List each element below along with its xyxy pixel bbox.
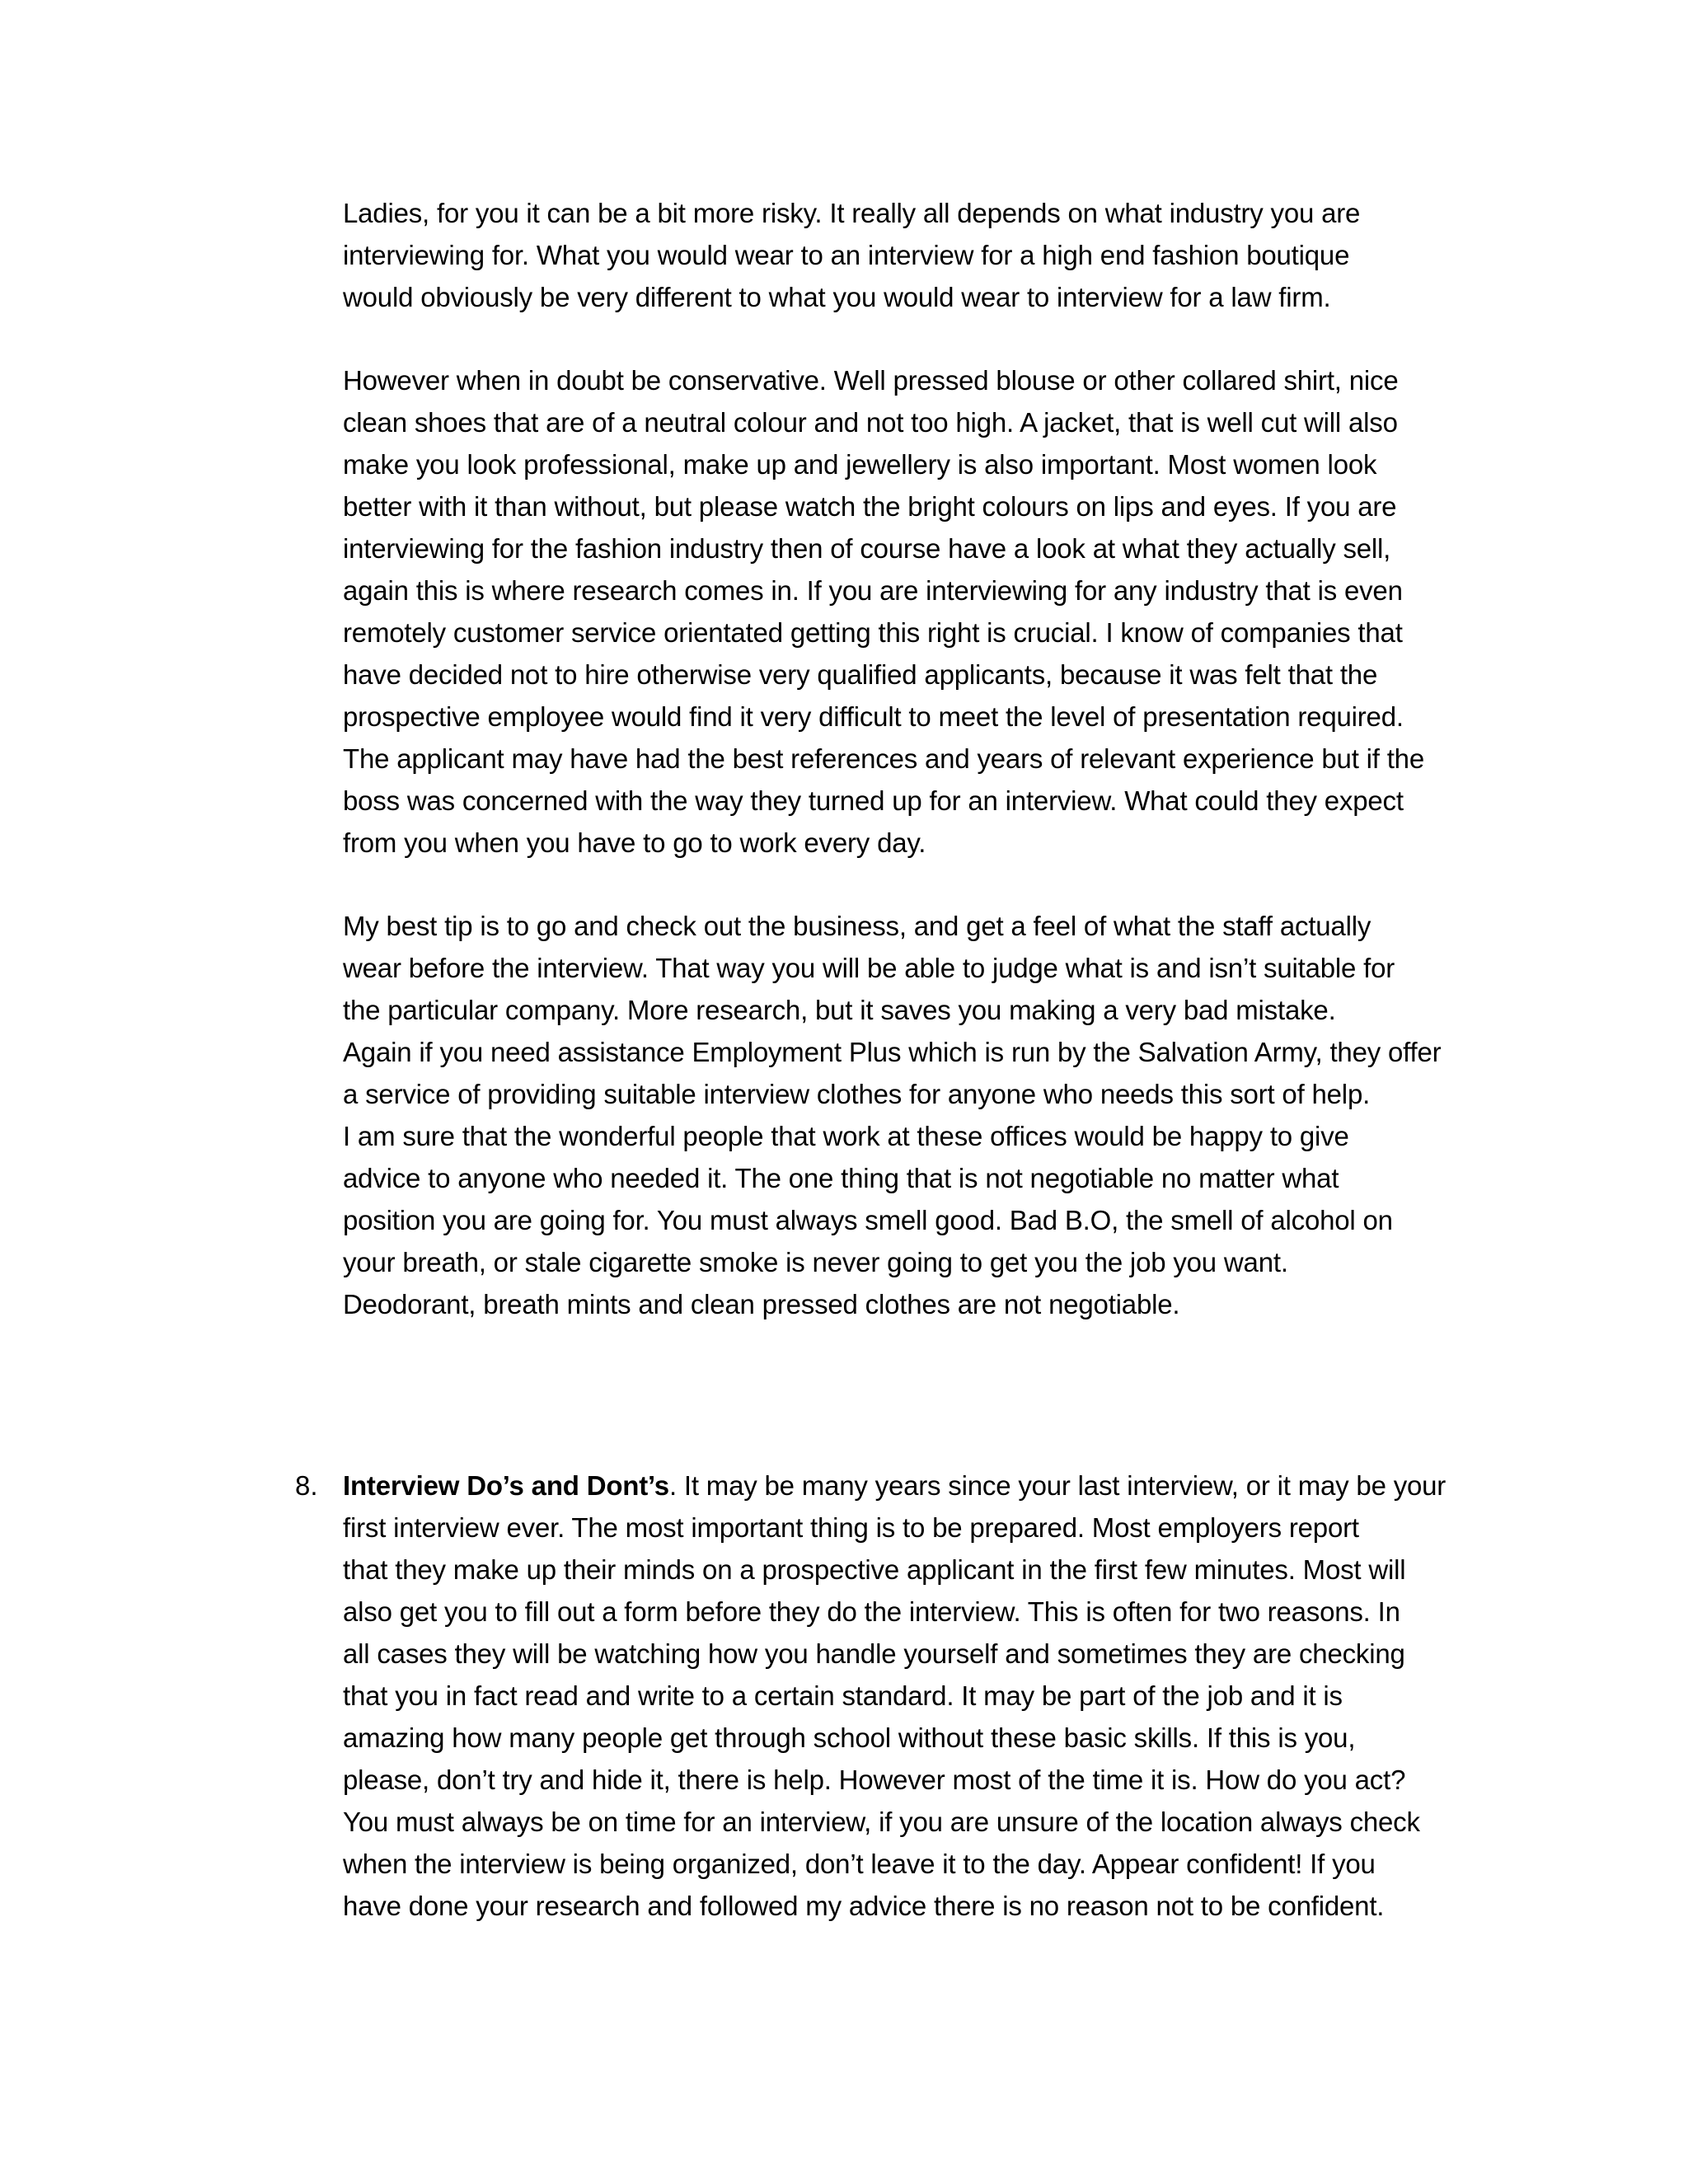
text-line: all cases they will be watching how you handle yourself and sometimes they are checking <box>343 1638 1405 1669</box>
paragraph-ladies-attire <box>343 192 1360 318</box>
item-heading-continuation: . It may be many years since your last interview, or it may be your <box>668 1470 1447 1501</box>
text-line: My best tip is to go and check out the business, and get a feel of what the staff actually <box>343 911 1372 941</box>
paragraph-be-conservative <box>343 359 1424 864</box>
text-line: would obviously be very different to what you would wear to interview for a law firm. <box>343 282 1331 312</box>
text-line: Ladies, for you it can be a bit more risky. It really all depends on what industry you are <box>343 198 1361 228</box>
text-line: better with it than without, but please watch the bright colours on lips and eyes. If you are <box>343 491 1397 522</box>
text-line: have done your research and followed my advice there is no reason not to be confident. <box>343 1891 1385 1921</box>
text-line: The applicant may have had the best references and years of relevant experience but if the <box>343 743 1424 774</box>
text-line: prospective employee would find it very difficult to meet the level of presentation required. <box>343 701 1404 732</box>
text-line: However when in doubt be conservative. Well pressed blouse or other collared shirt, nice <box>343 365 1399 396</box>
text-line: clean shoes that are of a neutral colour and not too high. A jacket, that is well cut will also <box>343 407 1398 438</box>
text-line: I am sure that the wonderful people that work at these offices would be happy to give <box>343 1121 1349 1151</box>
text-line: from you when you have to go to work every day. <box>343 827 926 858</box>
text-line: again this is where research comes in. If you are interviewing for any industry that is even <box>343 575 1403 606</box>
text-line: interviewing for the fashion industry then of course have a look at what they actually sell, <box>343 533 1391 564</box>
text-line: wear before the interview. That way you will be able to judge what is and isn’t suitable for <box>343 953 1395 983</box>
text-line: interviewing for. What you would wear to an interview for a high end fashion boutique <box>343 240 1350 270</box>
text-line: first interview ever. The most important thing is to be prepared. Most employers report <box>343 1512 1359 1543</box>
text-line: boss was concerned with the way they turned up for an interview. What could they expect <box>343 785 1404 816</box>
text-line: remotely customer service orientated getting this right is crucial. I know of companies that <box>343 617 1403 648</box>
text-line-first <box>343 1465 1446 1507</box>
text-line: when the interview is being organized, don’t leave it to the day. Appear confident! If you <box>343 1849 1376 1879</box>
list-item-interview-dos-donts <box>343 1465 1446 1927</box>
paragraph-best-tip <box>343 905 1441 1325</box>
text-line: a service of providing suitable interview clothes for anyone who needs this sort of help. <box>343 1079 1371 1109</box>
text-line: your breath, or stale cigarette smoke is never going to get you the job you want. <box>343 1247 1288 1277</box>
text-line: position you are going for. You must always smell good. Bad B.O, the smell of alcohol on <box>343 1205 1393 1235</box>
text-line: that you in fact read and write to a certain standard. It may be part of the job and it is <box>343 1680 1343 1711</box>
text-line: You must always be on time for an interview, if you are unsure of the location always check <box>343 1807 1420 1837</box>
text-line: make you look professional, make up and jewellery is also important. Most women look <box>343 449 1377 480</box>
text-line: the particular company. More research, but it saves you making a very bad mistake. <box>343 995 1336 1025</box>
text-line: amazing how many people get through school without these basic skills. If this is you, <box>343 1722 1356 1753</box>
text-line: have decided not to hire otherwise very qualified applicants, because it was felt that the <box>343 659 1378 690</box>
text-line: advice to anyone who needed it. The one thing that is not negotiable no matter what <box>343 1163 1339 1193</box>
text-line: that they make up their minds on a prospective applicant in the first few minutes. Most will <box>343 1554 1406 1585</box>
text-line: Deodorant, breath mints and clean pressed clothes are not negotiable. <box>343 1289 1180 1319</box>
text-line: also get you to fill out a form before they do the interview. This is often for two reasons. In <box>343 1596 1400 1627</box>
text-line: please, don’t try and hide it, there is help. However most of the time it is. How do you act? <box>343 1765 1406 1795</box>
item-heading: Interview Do’s and Dont’s <box>343 1470 669 1501</box>
list-item-number: 8. <box>295 1470 318 1501</box>
text-line: Again if you need assistance Employment Plus which is run by the Salvation Army, they offer <box>343 1037 1442 1067</box>
